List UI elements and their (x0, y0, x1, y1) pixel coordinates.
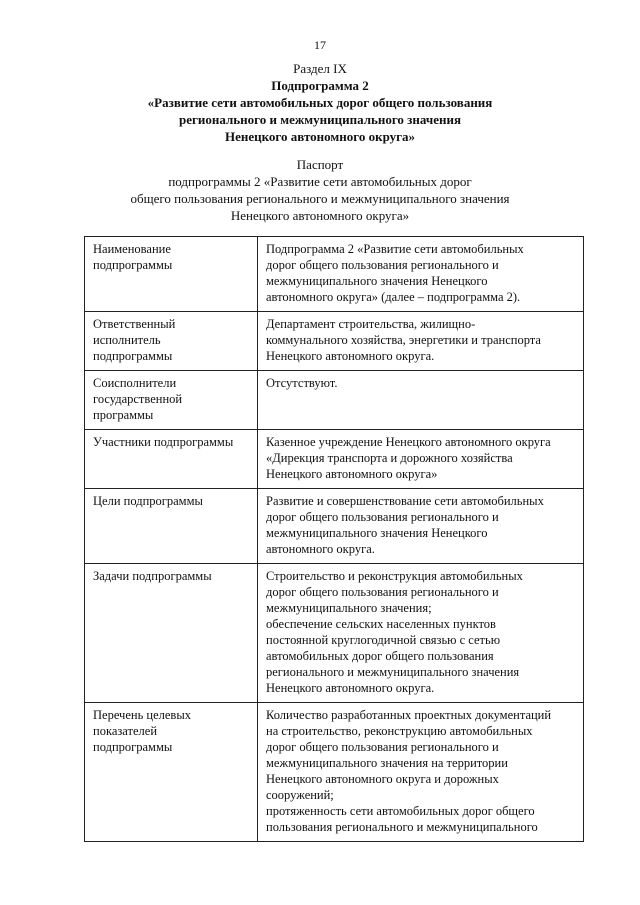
row-label-cell (85, 564, 258, 703)
passport-title: Паспорт (296, 157, 344, 172)
page-number: 17 (314, 38, 326, 52)
table-row (85, 312, 584, 371)
passport-heading (0, 156, 640, 224)
row-label-cell (85, 703, 258, 842)
row-label-cell (85, 430, 258, 489)
row-label: Наименование подпрограммы (93, 242, 173, 272)
table-row (85, 430, 584, 489)
row-label: Перечень целевых показателей подпрограммы (93, 708, 191, 754)
section-label: Раздел IX (293, 61, 347, 76)
row-label: Участники подпрограммы (93, 435, 234, 449)
table-row (85, 237, 584, 312)
row-value: Строительство и реконструкция автомобильных дорог общего пользования регионального и межмуниципального значения; обеспечение сельских населенных пунктов постоянной круглогодичной связью с сетью автомобильных дорог общего пользования регионального и межмуниципального значения Ненецкого автономного округа. (258, 564, 584, 703)
table-row (85, 371, 584, 430)
row-label: Цели подпрограммы (93, 494, 203, 508)
passport-subtitle-line-1: подпрограммы 2 «Развитие сети автомобильных дорог (168, 174, 472, 189)
row-label-cell (85, 371, 258, 430)
table-row (85, 489, 584, 564)
passport-subtitle-line-3: Ненецкого автономного округа» (230, 208, 410, 223)
row-value: Департамент строительства, жилищно- коммунального хозяйства, энергетики и транспорта Ненецкого автономного округа. (258, 312, 584, 371)
subprogram-title-line-3: Ненецкого автономного округа» (224, 129, 416, 144)
passport-subtitle-line-2: общего пользования регионального и межмуниципального значения (130, 191, 510, 206)
subprogram-title-line-1: «Развитие сети автомобильных дорог общего пользования (147, 95, 493, 110)
row-value: Подпрограмма 2 «Развитие сети автомобильных дорог общего пользования регионального и межмуниципального значения Ненецкого автономного округа» (далее – подпрограмма 2). (258, 237, 584, 312)
row-label-cell (85, 489, 258, 564)
subprogram-title-line-2: регионального и межмуниципального значения (179, 112, 461, 127)
row-label: Ответственный исполнитель подпрограммы (93, 317, 176, 363)
passport-table (84, 236, 584, 842)
table-row (85, 564, 584, 703)
row-value: Развитие и совершенствование сети автомобильных дорог общего пользования регионального и межмуниципального значения Ненецкого автономного округа. (258, 489, 584, 564)
row-value: Казенное учреждение Ненецкого автономного округа «Дирекция транспорта и дорожного хозяйства Ненецкого автономного округа» (258, 430, 584, 489)
row-value: Отсутствуют. (258, 371, 584, 430)
row-label-cell (85, 312, 258, 371)
row-value: Количество разработанных проектных документаций на строительство, реконструкцию автомобильных дорог общего пользования регионального и межмуниципального значения на территории Ненецкого автономного округа и дорожных сооружений; протяженность сети автомобильных дорог общего пользования регионального и межмуниципального (258, 703, 584, 842)
section-heading (0, 60, 640, 145)
row-label: Задачи подпрограммы (93, 569, 212, 583)
subprogram-label: Подпрограмма 2 (271, 78, 369, 93)
table-row (85, 703, 584, 842)
row-label-cell (85, 237, 258, 312)
row-label: Соисполнители государственной программы (93, 376, 183, 422)
